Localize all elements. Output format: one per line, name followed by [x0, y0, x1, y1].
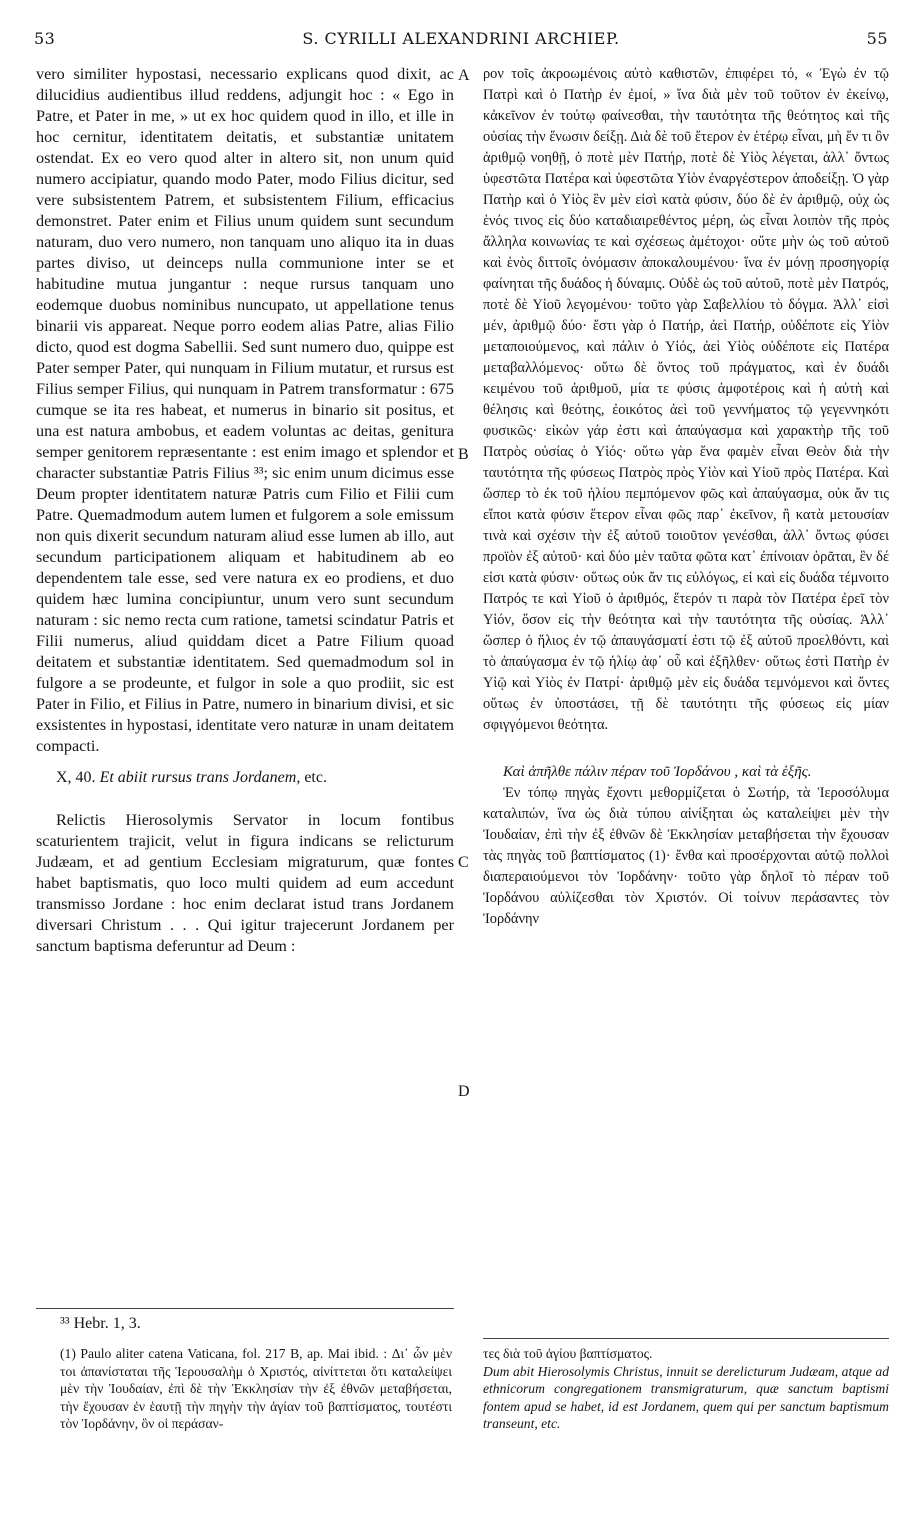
footnote-rule-right — [483, 1338, 889, 1339]
greek-paragraph-2: Ἐν τόπῳ πηγὰς ἔχοντι μεθορμίζεται ὁ Σωτήρ, τὰ Ἱεροσόλυμα καταλιπών, ἵνα ὡς διὰ τύπου αἰνίξηται ὡς καταλείψει μὲν τὴν Ἰουδαίαν, ἐπὶ τὴν ἐξ ἐθνῶν δὲ Ἐκκλησίαν μεταβήσεται τὴν ἔχουσαν τὰς πηγὰς τοῦ βαπτίσματος (1)· ἔνθα καὶ προσέρχονται αὐτῷ πολλοὶ διαπεραιούμενοι τὸν Ἰορδάνην· τοῦτο γὰρ δηλοῖ τὸ πέραν τοῦ Ἰορδάνου αὐλίζεσθαι τὸν Χριστόν. Οἱ τοίνυν περάσαντες τὸν Ἰορδάνην — [483, 785, 889, 927]
latin-paragraph-1: vero similiter hypostasi, necessario explicans quod dixit, ac dilucidius audientibus illud reddens, adjungit hoc : « Ego in Patre, et Pater in me, » ut ex hoc quidem quod in illo, et ille in hoc cernitur, identitatem deitatis, et substantiæ unitatem ostendat. Ex eo vero quod alter in altero sit, non unum quid numero accipiatur, quando modo Pater, modo Filius dicitur, sed vere subsistentem Patrem, et subsistentem Filium, efficacius demonstret. Pater enim et Filius unum quidem sunt secundum naturam, duo vero numero, non tanquam uno aliquo ita in duas partes diviso, ut deinceps nulla communione inter se et habitudine mutua jungantur : neque rursus tanquam uno eodemque duobus nominibus nuncupato, ut appellatione tenus binarii vis appareat. Neque porro eodem alias Patre, alias Filio dicto, quod est dogma Sabellii. Sed sunt numero duo, quippe est Pater semper Pater, qui nunquam in Filium mutatur, et rursus est Filius semper Filius, qui nunquam in Patrem transformatur : 675 cumque se ita res habeat, et numerus in binario sit positus, et una est natura ambobus, et eadem voluntas ac deitas, genitura semper genitorem repræsentante : est enim imago et splendor et character substantiæ Patris Filius ³³; sic enim unum dicimus esse Deum propter identitatem naturæ Patris cum Filio et Filii cum Patre. Quemadmodum autem lumen et fulgorem a sole emissum non quis dixerit secundum naturam aliud esse lumen ab illo, aut secundum participationem aliquam et habitudinem ab eo dependentem tale esse, sed vere natura ex eo prodiens, et duo quidem hæc lumina concipiuntur, unum vero sunt secundum naturam : sic nemo recta cum ratione, tametsi scindatur Patris et Filii numerus, aliud quiddam dicet a Patre Filium quoad deitatem et substantiæ identitatem. Sed quemadmodum sol in fulgore a se prodeunte, et fulgor in sole a quo prodiit, sic est Pater in Filio, et Filius in Patre, numero in binarium divisi, et sic exsistentes in hypostasi, identitate vero naturæ in unam deitatem compacti. — [36, 65, 454, 755]
footnote-1-latin: (1) Paulo aliter catena Vaticana, fol. 217 B, ap. Mai ibid. : — [60, 1346, 388, 1361]
margin-letter-d: D — [458, 1083, 470, 1100]
footnote-1-greek-continued: τες διὰ τοῦ ἁγίου βαπτίσματος. — [483, 1346, 653, 1361]
footnote-rule-left — [36, 1308, 454, 1309]
footnote-1-continuation — [483, 1345, 889, 1433]
margin-letter-c: C — [458, 854, 469, 871]
greek-paragraph-1: ρον τοῖς ἀκροωμένοις αὐτὸ καθιστῶν, ἐπιφέρει τό, « Ἐγὼ ἐν τῷ Πατρὶ καὶ ὁ Πατὴρ ἐν ἐμοί, » ἵνα διὰ μὲν τοῦ τοῦτον ἐν ἐκείνῳ, κἀκεῖνον ἐν τούτῳ φαίνεσθαι, τὴν ταυτότητα τῆς θεότητος καὶ τῆς οὐσίας τὴν ἕνωσιν δείξῃ. Διὰ δὲ τοῦ ἕτερον ἐν ἑτέρῳ εἶναι, μὴ ἕν τι ὂν ἀριθμῷ νοηθῇ, ὁ ποτὲ μὲν Πατήρ, ποτὲ δὲ Υἱὸς λέγεται, ἀλλ᾽ ὄντως ὑφεστῶτα Πατέρα καὶ ὑφεστῶτα Υἱὸν ἐναργέστερον ἀποδείξῃ. Ὁ γὰρ Πατὴρ καὶ ὁ Υἱὸς ἓν μὲν εἰσὶ κατὰ φύσιν, δύο δὲ ἐν ἀριθμῷ, οὐχ ὡς ἑνός τινος εἰς δύο καταδιαιρεθέντος μέρη, ὡς εἶναι λοιπὸν τῆς πρὸς ἄλληλα κοινωνίας τε καὶ σχέσεως ἀμέτοχοι· οὔτε μὴν ὡς τοῦ αὐτοῦ καὶ ἑνὸς διττοῖς ὀνόμασιν ἀποκαλουμένου· ἵνα ἐν μόνῃ προσηγορίᾳ φαίνηται τῆς δυάδος ἡ δύναμις. Οὐδὲ ὡς τοῦ αὐτοῦ, ποτὲ μὲν Πατρός, ποτὲ δὲ Υἱοῦ λεγομένου· τοῦτο γὰρ Σαβελλίου τὸ δόγμα. Ἀλλ᾽ εἰσὶ μέν, ἀριθμῷ δύο· ἔστι γὰρ ὁ Πατήρ, ἀεὶ Πατήρ, οὐδέποτε εἰς Υἱὸν μεταποιούμενος, καὶ πάλιν ὁ Υἱός, ἀεὶ Υἱὸς οὐδέποτε εἰς Πατέρα μεταβαλλόμενος· οὕτω δὲ ὄντος τοῦ πράγματος, καὶ ἐν δυάδι κειμένου τοῦ ἀριθμοῦ, μία τε φύσις ἀμφοτέροις καὶ ἡ αὐτὴ καὶ θέλησις καὶ θεότης, ἐοικότος ἀεὶ τοῦ γεννήματος τῷ γεγεννηκότι φυσικῶς· εἰκὼν γάρ ἐστι καὶ ἀπαύγασμα καὶ χαρακτὴρ τῆς τοῦ Πατρὸς οὐσίας ὁ Υἱός· οὕτω γὰρ ἕνα φαμὲν εἶναι Θεὸν διὰ τὴν ταυτότητα τῆς φύσεως Πατρὸς πρὸς Υἱὸν καὶ Υἱοῦ πρὸς Πατέρα. Καὶ ὥσπερ τὸ ἐκ τοῦ ἡλίου πεμπόμενον φῶς καὶ ἀπαύγασμα, οὐκ ἄν τις εἴποι κατὰ φύσιν ἕτερον εἶναι φῶς παρ᾽ ἐκεῖνον, ἢ κατὰ μετουσίαν τινὰ καὶ σχέσιν τὴν ἐξ αὐτοῦ τοιοῦτον γενέσθαι, ἀλλ᾽ ὄντως φύσει προϊὸν ἐξ αὐτοῦ· καὶ δύο μὲν ταῦτα φῶτα κατ᾽ ἐπίνοιαν ὁρᾶται, ἓν δέ εἰσι κατὰ φύσιν· οὕτως οὐκ ἄν τις εὐλόγως, εἰ καὶ εἰς δυάδα τέμνοιτο Πατρός τε καὶ Υἱοῦ ὁ ἀριθμός, ἕτερόν τι παρὰ τὸν Πατέρα ἐρεῖ τὸν Υἱόν, ὅσον εἰς τὴν θεότητα καὶ τὴν ταυτότητα τῆς οὐσίας. Ἀλλ᾽ ὥσπερ ὁ ἥλιος ἐν τῷ ἀπαυγάσματί ἐστι τῷ ἐξ αὐτοῦ προελθόντι, καὶ τὸ ἀπαύγασμα ἐν τῷ ἡλίῳ ἀφ᾽ οὗ καὶ ἐξῆλθεν· οὕτως ἐστὶ Πατὴρ ἐν Υἱῷ καὶ Υἱὸς ἐν Πατρί· ἀριθμῷ μὲν εἰς δυάδα τεμνόμενοι καὶ ὄντες οὕτως ἐν ὑποστάσει, τῇ δὲ ταυτότητι τῆς φύσεως εἰς μίαν σφιγγόμενοι θεότητα. — [483, 66, 889, 733]
footnote-scripture-ref: ³³ Hebr. 1, 3. — [60, 1315, 141, 1332]
lemma-text: Et abiit rursus trans Jordanem, — [99, 769, 301, 786]
greek-column — [483, 64, 889, 930]
lemma-etc: etc. — [304, 769, 327, 786]
latin-column — [36, 64, 454, 957]
footnote-1 — [60, 1345, 452, 1433]
footnote-1-greek: Δι᾽ ὧν μὲν τοι ἀπανίσταται τῆς Ἱερουσαλὴμ ὁ Χριστός, αἰνίττεται ὅτι καταλείψει μὲν τὴν Ἰουδαίαν, ἐπὶ δὲ τὴν Ἐκκλησίαν τὴν ἐξ ἐθνῶν μεταβήσεται, τὴν ἔχουσαν ἐν ἑαυτῇ τὴν πηγὴν τὴν ἁγίαν τοῦ βαπτίσματος, τουτέστι τὸν Ἰορδάνην, ὃν οἱ περάσαν- — [60, 1346, 452, 1431]
greek-lemma: Καὶ ἀπῆλθε πάλιν πέραν τοῦ Ἰορδάνου , καὶ τὰ ἑξῆς. — [503, 764, 812, 780]
margin-letter-a: A — [458, 67, 470, 84]
latin-paragraph-2: Relictis Hierosolymis Servator in locum fontibus scaturientem trajicit, velut in figura indicans se relicturum Judæam, et ad gentium Ecclesiam migraturum, quæ fontes habet baptismatis, quo loco multi quidem ad eum accedunt transmisso Jordane : hoc enim declarat istud trans Jordanem diversari Christum . . . Qui igitur trajecerunt Jordanem per sanctum baptisma deferuntur ad Deum : — [36, 811, 454, 955]
running-title: S. CYRILLI ALEXANDRINI ARCHIEP. — [302, 29, 620, 48]
page-number-left: 53 — [34, 29, 56, 48]
footnote-1-latin-translation: Dum abit Hierosolymis Christus, innuit se derelicturum Judæam, atque ad ethnicorum congregationem transmigraturum, quæ sanctum baptismi fontem apud se habet, id est Jordanem, quem qui per sanctum baptismum transeunt, etc. — [483, 1363, 889, 1431]
latin-lemma — [36, 767, 454, 788]
page-number-right: 55 — [866, 29, 888, 48]
margin-letter-b: B — [458, 446, 469, 463]
lemma-reference: X, 40. — [56, 769, 96, 786]
